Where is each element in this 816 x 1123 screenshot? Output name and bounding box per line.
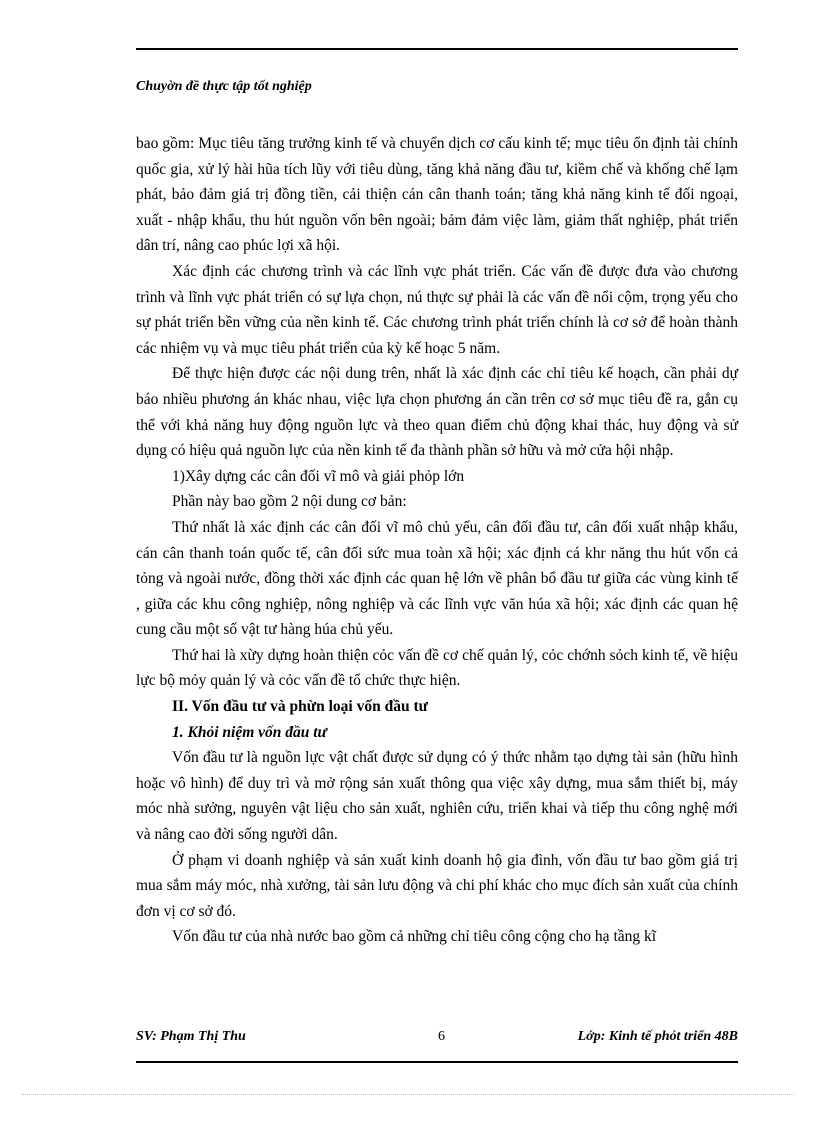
paragraph-continued: bao gồm: Mục tiêu tăng trưởng kinh tế và chuyển dịch cơ cấu kinh tế; mục tiêu ổn định tài chính quốc gia, xử lý hài hũa tích lũy với tiêu dùng, tăng khả năng đầu tư, kiềm chế và khống chế lạm phát, bảo đảm giá trị đồng tiền, cải thiện cán cân thanh toán; tăng khả năng kinh tế đối ngoại, xuất - nhập khẩu, thu hút nguồn vốn bên ngoài; bảm đảm việc làm, giảm thất nghiệp, phát triển dân trí, nâng cao phúc lợi xã hội. <box>136 135 738 255</box>
page-number: 6 <box>438 1029 445 1044</box>
paragraph: Vốn đầu tư của nhà nước bao gồm cả những chỉ tiêu công cộng cho hạ tầng kĩ <box>172 928 657 946</box>
subsection-heading: 1. Khỏi niệm vốn đầu tư <box>172 723 327 741</box>
paragraph: 1)Xây dựng các cân đối vĩ mô và giải phỏp lớn <box>172 467 465 485</box>
paragraph: Vốn đầu tư là nguồn lực vật chất được sử dụng có ý thức nhằm tạo dựng tài sản (hữu hình hoặc vô hình) để duy trì và mở rộng sản xuất thông qua việc xây dựng, mua sắm thiết bị, máy móc nhà sưởng, nguyên vật liệu cho sản xuất, nghiên cứu, triển khai và tiếp thu công nghệ mới và nâng cao đời sống người dân. <box>136 749 738 844</box>
footer-rule <box>136 1061 738 1063</box>
page-body <box>136 131 738 950</box>
page-footer <box>136 1029 738 1049</box>
paragraph: Ở phạm vi doanh nghiệp và sản xuất kinh doanh hộ gia đình, vốn đầu tư bao gồm giá trị mua sắm máy móc, nhà xưởng, tài sản lưu động và chi phí khác cho mục đích sản xuất của chính đơn vị cơ sở đó. <box>136 851 738 920</box>
header-rule <box>136 48 738 50</box>
paragraph: Để thực hiện được các nội dung trên, nhất là xác định các chỉ tiêu kế hoạch, cần phải dự báo nhiều phương án khác nhau, việc lựa chọn phương án cần trên cơ sở mục tiêu đề ra, gắn cụ thể với khả năng huy động nguồn lực và theo quan điểm chủ động khai thác, huy động và sử dụng có hiệu quả nguồn lực của nền kinh tế đa thành phần sở hữu và mở cửa hội nhập. <box>136 365 738 460</box>
section-heading: II. Vốn đầu tư và phừn loại vốn đầu tư <box>172 698 428 716</box>
footer-author: SV: Phạm Thị Thu <box>136 1029 246 1044</box>
running-header-title: Chuyờn đề thực tập tốt nghiệp <box>136 79 312 94</box>
footer-class: Lớp: Kinh tế phỏt triển 48B <box>577 1029 738 1044</box>
page-edge-divider <box>22 1094 794 1095</box>
paragraph: Xác định các chương trình và các lĩnh vực phát triển. Các vấn đề được đưa vào chương trình và lĩnh vực phát triển có sự lựa chọn, nú thực sự phải là các vấn đề nổi cộm, trọng yếu cho sự phát triển bền vững của nền kinh tế. Các chương trình phát triển chính là cơ sở để hoàn thành các nhiệm vụ và mục tiêu phát triển của kỳ kế hoạc 5 năm. <box>136 262 738 357</box>
paragraph: Thứ hai là xừy dựng hoàn thiện cỏc vấn đề cơ chế quản lý, cỏc chớnh sỏch kinh tế, về hiệu lực bộ mỏy quản lý và cỏc vấn đề tổ chức thực hiện. <box>136 646 738 690</box>
paragraph: Phần này bao gồm 2 nội dung cơ bản: <box>172 493 407 511</box>
paragraph: Thứ nhất là xác định các cân đối vĩ mô chủ yếu, cân đối đầu tư, cân đối xuất nhập khẩu, cán cân thanh toán quốc tế, cân đối sức mua toàn xã hội; xác định cá khr năng thu hút vốn cả tỏng và ngoài nước, đồng thời xác định các quan hệ lớn về phân bổ đầu tư giữa các vùng kinh tế , giữa các khu công nghiệp, nông nghiệp và các lĩnh vực văn húa xã hội; xác định các quan hệ cung cầu một số vật tư hàng húa chủ yếu. <box>136 518 738 639</box>
